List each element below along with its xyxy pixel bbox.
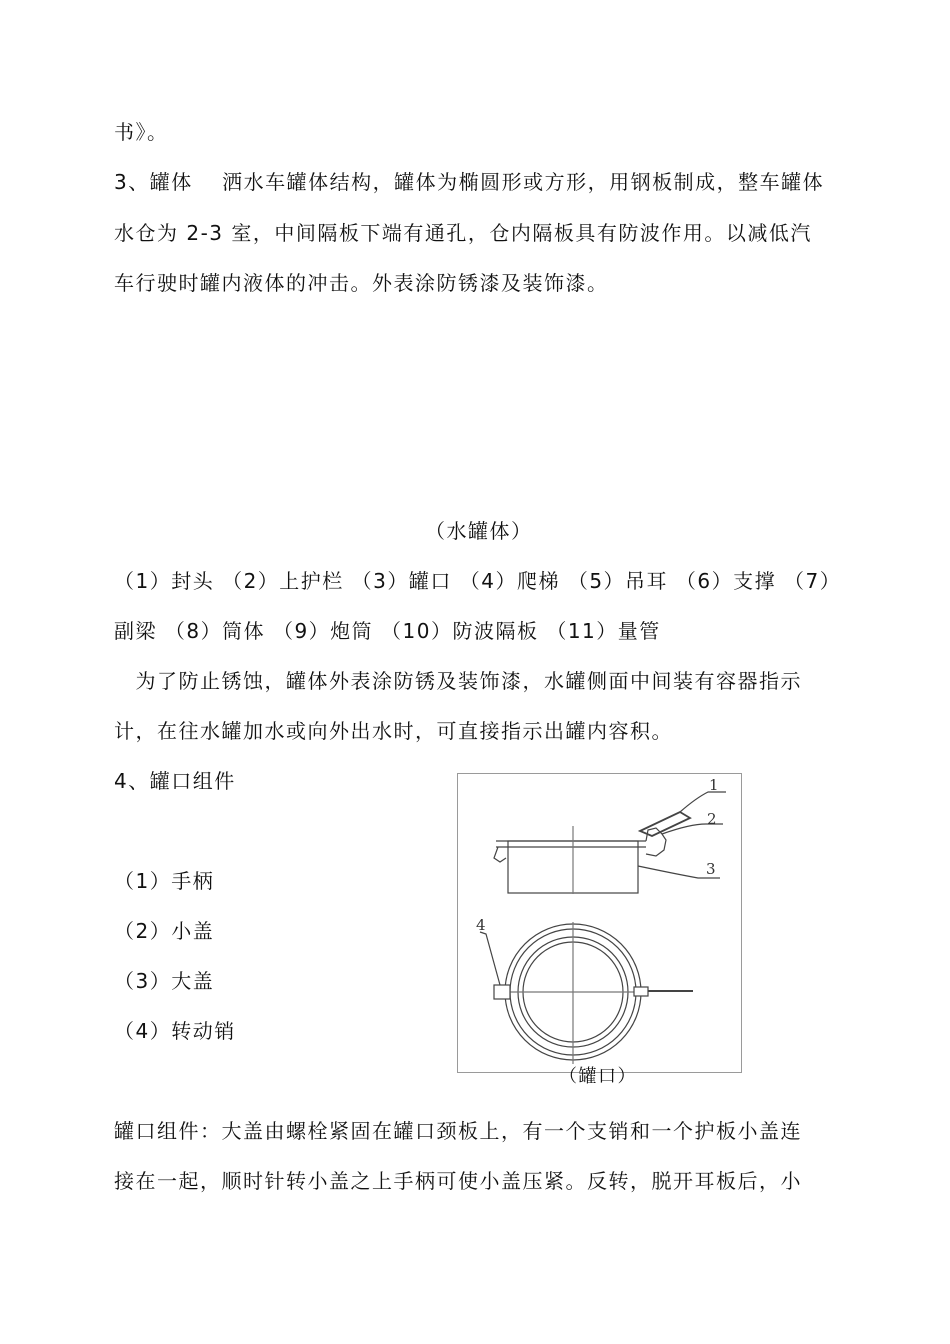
mouth-part-item: （1）手柄: [114, 869, 215, 893]
tank-caption: （水罐体）: [425, 519, 533, 543]
section-heading: 4、罐口组件: [114, 769, 236, 793]
callout-1: 1: [709, 776, 719, 794]
mouth-part-item: （3）大盖: [114, 969, 215, 993]
closing-line: 罐口组件：大盖由螺栓紧固在罐口颈板上，有一个支销和一个护板小盖连: [114, 1119, 802, 1143]
hinge-side: [646, 828, 666, 856]
tank-mouth-figure: [457, 773, 742, 1073]
paragraph-line: 3、罐体 洒水车罐体结构，罐体为椭圆形或方形，用钢板制成，整车罐体: [114, 170, 825, 194]
mouth-part-item: （2）小盖: [114, 919, 215, 943]
callout-3: 3: [706, 860, 716, 878]
tank-parts-line: （1）封头 （2）上护栏 （3）罐口 （4）爬梯 （5）吊耳 （6）支撑 （7）: [114, 569, 842, 593]
paragraph-line: 书》。: [114, 120, 169, 144]
paragraph-line: 车行驶时罐内液体的冲击。外表涂防锈漆及装饰漆。: [114, 271, 609, 295]
callout-4: 4: [476, 916, 486, 934]
anticorrosion-line: 计，在往水罐加水或向外出水时，可直接指示出罐内容积。: [114, 719, 673, 743]
anticorrosion-line: 为了防止锈蚀，罐体外表涂防锈及装饰漆，水罐侧面中间装有容器指示: [114, 669, 802, 693]
callout-2: 2: [707, 810, 717, 828]
tank-parts-line: 副梁 （8）筒体 （9）炮筒 （10）防波隔板 （11）量管: [114, 619, 661, 643]
pivot-pin: [494, 985, 510, 999]
closing-line: 接在一起，顺时针转小盖之上手柄可使小盖压紧。反转，脱开耳板后，小: [114, 1169, 802, 1193]
tank-mouth-drawing: [458, 774, 741, 1072]
mouth-part-item: （4）转动销: [114, 1019, 236, 1043]
figure-caption: （罐口）: [559, 1066, 637, 1087]
paragraph-line: 水仓为 2-3 室，中间隔板下端有通孔，仓内隔板具有防波作用。以减低汽: [114, 221, 812, 245]
